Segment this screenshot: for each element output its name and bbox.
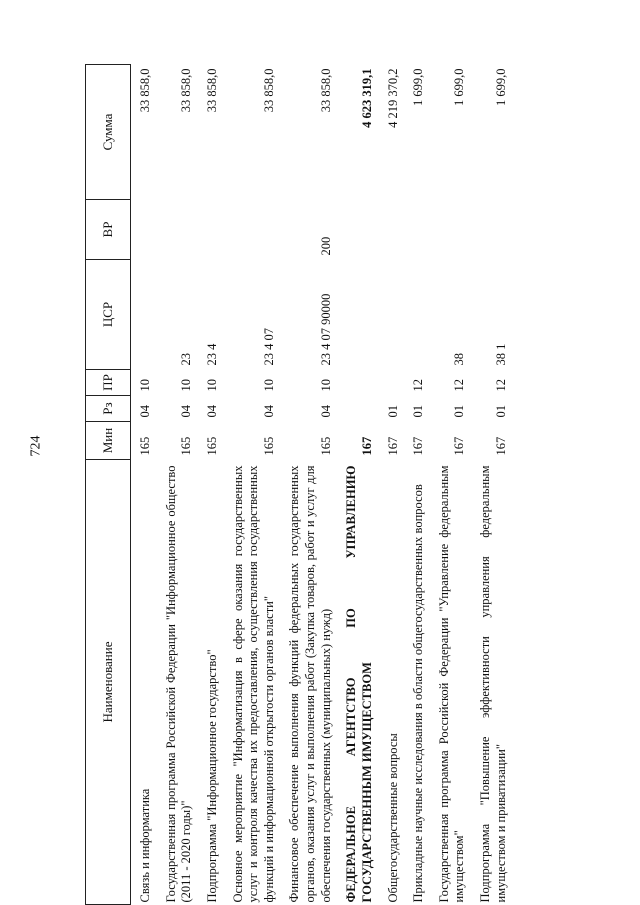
- row-name: Подпрограмма "Информационное государство": [204, 649, 219, 903]
- row-vr: [379, 200, 405, 260]
- page-number: 724: [28, 435, 43, 457]
- table-header-row: [86, 65, 131, 905]
- row-pr: 10: [318, 379, 333, 392]
- row-csr: [337, 260, 378, 370]
- row-rz: 04: [318, 405, 333, 418]
- row-vr: [157, 200, 198, 260]
- row-sum: 33 858,0: [138, 68, 152, 113]
- row-min: 165: [204, 436, 219, 456]
- row-rz: 01: [411, 405, 426, 418]
- row-sum: 1 699,0: [411, 68, 426, 106]
- row-sum: 33 858,0: [204, 68, 219, 113]
- row-min: 167: [359, 436, 374, 456]
- row-vr: 200: [318, 236, 333, 256]
- row-pr: 12: [411, 379, 426, 392]
- row-sum: 1 699,0: [493, 68, 508, 106]
- table-row: [157, 65, 198, 905]
- header-pr: ПР: [86, 370, 131, 396]
- table-row: [471, 65, 512, 905]
- row-vr: [198, 200, 224, 260]
- table-row: [224, 65, 281, 905]
- row-sum: 1 699,0: [452, 68, 467, 106]
- row-rz: 01: [452, 405, 467, 418]
- row-rz: 01: [493, 405, 508, 418]
- row-pr: 10: [138, 379, 152, 392]
- header-vr: ВР: [86, 200, 131, 260]
- table-row: [337, 65, 378, 905]
- row-pr: 12: [452, 379, 467, 392]
- row-pr: 10: [261, 379, 276, 392]
- row-min: 165: [318, 436, 333, 456]
- header-name: Наименование: [86, 460, 131, 905]
- row-min: 165: [138, 436, 152, 456]
- row-pr: [379, 370, 405, 396]
- row-csr: 23 4: [204, 343, 219, 366]
- row-vr: [471, 200, 512, 260]
- row-pr: 10: [204, 379, 219, 392]
- row-rz: 04: [204, 405, 219, 418]
- row-pr: 10: [179, 379, 194, 392]
- row-rz: 01: [385, 405, 400, 418]
- table-row: [280, 65, 337, 905]
- row-vr: [430, 200, 471, 260]
- header-csr: ЦСР: [86, 260, 131, 370]
- table-row: [198, 65, 224, 905]
- row-csr: 23 4 07 90000: [318, 293, 333, 366]
- table-row: [379, 65, 405, 905]
- row-sum: 33 858,0: [318, 68, 333, 113]
- row-min: 167: [493, 436, 508, 456]
- row-name: ФЕДЕРАЛЬНОЕ АГЕНТСТВО ПО УПРАВЛЕНИЮ ГОСУДАРСТВЕННЫМ ИМУЩЕСТВОМ: [344, 465, 374, 903]
- header-sum: Сумма: [86, 65, 131, 200]
- row-sum: 33 858,0: [179, 68, 194, 113]
- budget-table: [85, 64, 512, 905]
- row-csr: 23 4 07: [261, 328, 276, 366]
- row-vr: [337, 200, 378, 260]
- row-rz: [337, 396, 378, 422]
- row-csr: [131, 260, 157, 370]
- row-rz: 04: [179, 405, 194, 418]
- row-pr: [337, 370, 378, 396]
- row-rz: 04: [261, 405, 276, 418]
- row-csr: [404, 260, 430, 370]
- header-rz: Рз: [86, 396, 131, 422]
- table-row: [430, 65, 471, 905]
- row-name: Финансовое обеспечение выполнения функций федеральных государственных органов, оказания услуг и выполнения работ (Закупка товаров, работ и услуг для обеспечения государственных (муниципальных) нужд): [287, 465, 333, 903]
- row-csr: [379, 260, 405, 370]
- row-name: Основное мероприятие "Информатизация в сфере оказания государственных услуг и контроля качества их предоставления, осуществления государственных функций и информационной открытости органов власти": [230, 465, 276, 903]
- row-pr: 12: [493, 379, 508, 392]
- row-min: 167: [411, 436, 426, 456]
- row-min: 167: [385, 436, 400, 456]
- row-vr: [404, 200, 430, 260]
- header-min: Мин: [86, 422, 131, 460]
- table-row: [131, 65, 157, 905]
- row-name: Государственная программа Российской Федерации "Управление федеральным имуществом": [436, 465, 467, 903]
- row-name: Связь и информатика: [138, 788, 152, 903]
- rotated-page-content: [85, 65, 555, 905]
- row-csr: 38: [452, 353, 467, 366]
- row-sum: 33 858,0: [261, 68, 276, 113]
- table-row: [404, 65, 430, 905]
- row-name: Прикладные научные исследования в области общегосударственных вопросов: [411, 484, 426, 903]
- row-vr: [224, 200, 281, 260]
- row-sum: 4 623 319,1: [359, 68, 374, 128]
- row-name: Подпрограмма "Повышение эффективности управления федеральным имуществом и приватизации": [478, 465, 508, 903]
- row-min: 165: [179, 436, 194, 456]
- row-csr: 23: [179, 353, 194, 366]
- row-rz: 04: [138, 405, 152, 418]
- row-csr: 38 1: [493, 343, 508, 366]
- row-min: 165: [261, 436, 276, 456]
- row-name: Общегосударственные вопросы: [385, 733, 400, 903]
- row-sum: 4 219 370,2: [385, 68, 400, 128]
- row-name: Государственная программа Российской Федерации "Информационное общество (2011 - 2020 годы)": [163, 465, 194, 903]
- row-vr: [131, 200, 157, 260]
- row-min: 167: [452, 436, 467, 456]
